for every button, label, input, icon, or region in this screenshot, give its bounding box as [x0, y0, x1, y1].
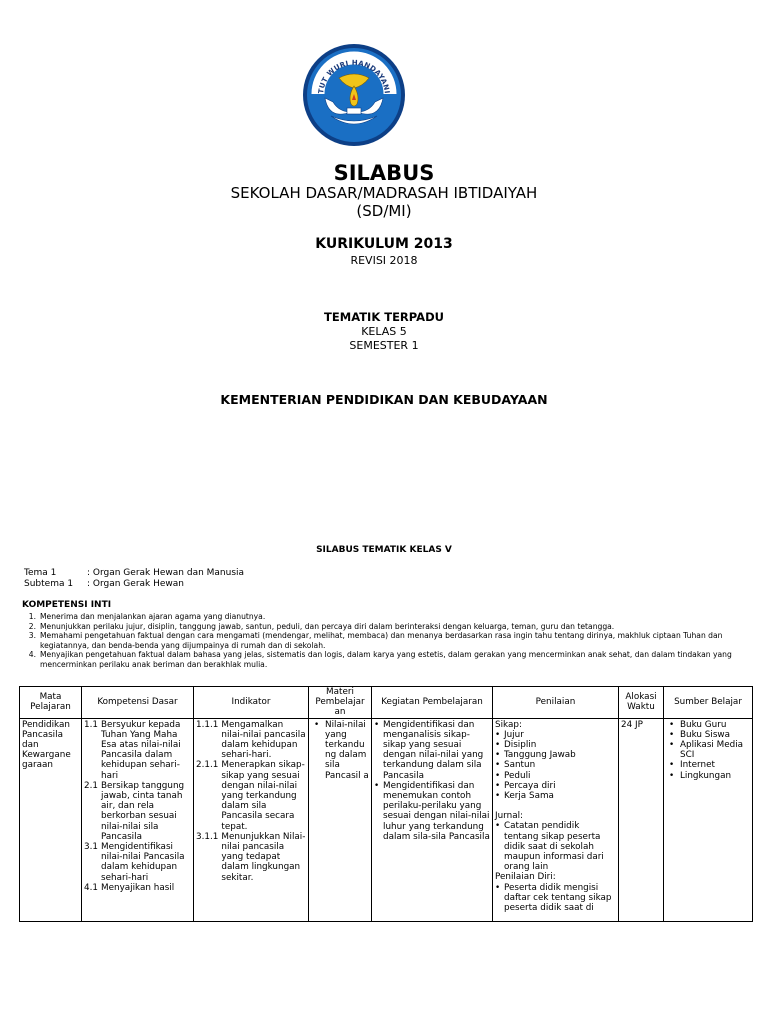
- cell-kompetensi-dasar: [82, 718, 194, 921]
- revision: REVISI 2018: [350, 254, 418, 267]
- item-number: 2.1.1: [196, 760, 219, 771]
- materi-item: • Nilai-nilai yang terkandu ng dalam sila Pancasil a: [311, 720, 369, 781]
- kompetensi-text: Memahami pengetahuan faktual dengan cara mengamati (mendengar, melihat, membaca) dan menanya berdasarkan rasa ingin tahu tentang dirinya, makhluk ciptaan Tuhan dan kegiatannya, dan benda-benda yang dijumpainya di rumah dan di sekolah.: [40, 631, 723, 650]
- kompetensi-number: 2.: [28, 621, 36, 631]
- cell-kegiatan: [372, 718, 493, 921]
- column-header: Alokasi Waktu: [619, 687, 664, 719]
- kompetensi-item: [22, 612, 747, 622]
- item-text: Menunjukkan Nilai-nilai pancasila yang tedapat dalam lingkungan sekitar.: [221, 831, 306, 883]
- kompetensi-item: [22, 650, 747, 669]
- sumber-item: • Buku Siswa: [666, 730, 750, 740]
- numbered-item: [196, 720, 306, 761]
- sumber-item: • Internet: [666, 760, 750, 770]
- cell-alokasi: 24 JP: [619, 718, 664, 921]
- document-title: SILABUS: [333, 161, 435, 185]
- item-text: Mengidentifikasi nilai-nilai Pancasila dalam kehidupan sehari-hari: [101, 842, 185, 883]
- kegiatan-item: • Mengidentifikasi dan menganalisis sikap-sikap yang sesuai dengan nilai-nilai yang terkandung dalam sila Pancasila: [374, 720, 490, 781]
- sikap-item: • Tanggung Jawab: [495, 750, 616, 760]
- column-header: Penilaian: [493, 687, 619, 719]
- semester: SEMESTER 1: [349, 339, 419, 352]
- item-text: Menerapkan sikap-sikap yang sesuai dengan nilai-nilai yang terkandung dalam sila Pancasila secara tepat.: [221, 760, 305, 832]
- item-number: 1.1: [84, 719, 98, 730]
- curriculum-title: KURIKULUM 2013: [315, 236, 453, 252]
- kompetensi-text: Menerima dan menjalankan ajaran agama yang dianutnya.: [40, 612, 266, 621]
- cell-sumber: [664, 718, 753, 921]
- kompetensi-text: Menyajikan pengetahuan faktual dalam bahasa yang jelas, sistematis dan logis, dalam karya yang estetis, dalam gerakan yang mencerminkan anak sehat, dan dalam tindakan yang mencerminkan perilaku anak beriman dan berakhlak mulia.: [40, 650, 732, 669]
- cell-penilaian: [493, 718, 619, 921]
- column-header: Kegiatan Pembelajaran: [372, 687, 493, 719]
- kompetensi-item: [22, 631, 747, 650]
- penilaian-diri-item: • Peserta didik mengisi daftar cek tentang sikap peserta didik saat di: [495, 883, 616, 914]
- item-number: 4.1: [84, 882, 98, 893]
- penilaian-diri-label: Penilaian Diri:: [495, 872, 556, 883]
- numbered-item: [84, 842, 191, 883]
- kompetensi-inti-title: KOMPETENSI INTI: [22, 600, 112, 610]
- sikap-item: • Disiplin: [495, 740, 616, 750]
- column-header: Kompetensi Dasar: [82, 687, 194, 719]
- jurnal-item: • Catatan pendidik tentang sikap peserta didik saat di sekolah maupun informasi dari orang lain: [495, 821, 616, 872]
- item-number: 3.1: [84, 842, 98, 853]
- kompetensi-number: 1.: [28, 612, 36, 621]
- sikap-item: • Santun: [495, 760, 616, 770]
- tut-wuri-handayani-logo: [301, 42, 407, 147]
- cell-indikator: [194, 718, 309, 921]
- school-abbr: (SD/MI): [356, 202, 412, 220]
- subtema-value: : Organ Gerak Hewan: [87, 579, 184, 589]
- numbered-item: [84, 720, 191, 781]
- column-header: Mata Pelajaran: [20, 687, 82, 719]
- table-row: [20, 718, 753, 921]
- column-header: Sumber Belajar: [664, 687, 753, 719]
- kompetensi-inti-list: [22, 612, 747, 670]
- kompetensi-text: Menunjukkan perilaku jujur, disiplin, tanggung jawab, santun, peduli, dan percaya diri dalam berinteraksi dengan keluarga, teman, guru dan tetangga.: [40, 621, 615, 631]
- cell-mata-pelajaran: Pendidikan Pancasila dan Kewargane garaan: [20, 718, 82, 921]
- numbered-item: [196, 760, 306, 831]
- cell-materi: [309, 718, 372, 921]
- numbered-item: [196, 832, 306, 883]
- tema-value: : Organ Gerak Hewan dan Manusia: [87, 568, 245, 578]
- sikap-label: Sikap:: [495, 719, 522, 730]
- numbered-item: [84, 883, 191, 893]
- tema-label: Tema 1: [24, 568, 57, 578]
- silabus-subtitle: SILABUS TEMATIK KELAS V: [316, 545, 452, 555]
- silabus-table: [19, 686, 753, 922]
- kompetensi-number: 4.: [28, 650, 36, 660]
- item-text: Bersikap tanggung jawab, cinta tanah air, dan rela berkorban sesuai nilai-nilai sila Pancasila: [101, 780, 185, 842]
- item-number: 3.1.1: [196, 831, 219, 842]
- ministry: KEMENTERIAN PENDIDIKAN DAN KEBUDAYAAN: [220, 392, 548, 407]
- table-header-row: [20, 687, 753, 719]
- item-number: 2.1: [84, 780, 98, 791]
- item-text: Menyajikan hasil: [101, 882, 175, 893]
- sumber-item: • Aplikasi Media SCI: [666, 740, 750, 760]
- sikap-item: • Jujur: [495, 730, 616, 740]
- jurnal-label: Jurnal:: [495, 811, 524, 822]
- item-number: 1.1.1: [196, 719, 219, 730]
- sikap-item: • Kerja Sama: [495, 791, 616, 801]
- kompetensi-item: [22, 622, 747, 632]
- sumber-item: • Buku Guru: [666, 720, 750, 730]
- sikap-item: • Peduli: [495, 771, 616, 781]
- school-level: SEKOLAH DASAR/MADRASAH IBTIDAIYAH: [230, 184, 538, 202]
- kompetensi-number: 3.: [28, 631, 36, 641]
- kegiatan-item: • Mengidentifikasi dan menemukan contoh perilaku-perilaku yang sesuai dengan nilai-nilai luhur yang terkandung dalam sila-sila Pancasila: [374, 781, 490, 842]
- sikap-item: • Percaya diri: [495, 781, 616, 791]
- numbered-item: [84, 781, 191, 842]
- logo-motto: TUT WURI HANDAYANI: [317, 58, 391, 95]
- theme-title: TEMATIK TERPADU: [324, 310, 444, 324]
- sumber-item: • Lingkungan: [666, 771, 750, 781]
- grade: KELAS 5: [361, 325, 407, 338]
- item-text: Mengamalkan nilai-nilai pancasila dalam kehidupan sehari-hari.: [221, 719, 306, 761]
- subtema-label: Subtema 1: [24, 579, 74, 589]
- column-header: Indikator: [194, 687, 309, 719]
- item-text: Bersyukur kepada Tuhan Yang Maha Esa atas nilai-nilai Pancasila dalam kehidupan sehari-hari: [101, 719, 181, 781]
- column-header: Materi Pembelajar an: [309, 687, 372, 719]
